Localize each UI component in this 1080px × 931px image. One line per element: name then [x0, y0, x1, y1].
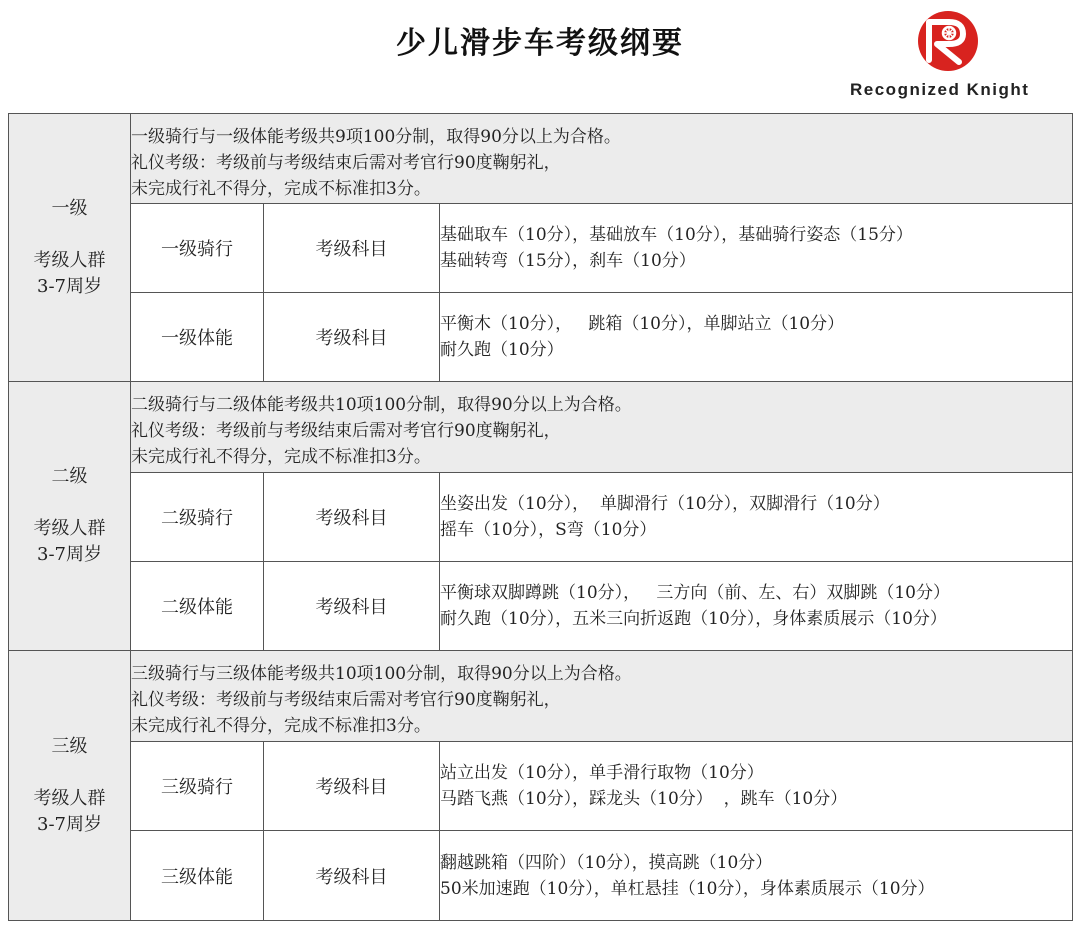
age-range: 3-7周岁	[37, 813, 102, 835]
level-cell	[9, 651, 131, 921]
level-cell	[9, 114, 131, 382]
item-line: 耐久跑（10分）	[440, 340, 564, 360]
table-row	[9, 742, 1073, 831]
summary-line: 未完成行礼不得分，完成不标准扣3分。	[131, 178, 431, 199]
table-row	[9, 473, 1073, 562]
group-label: 考级人群	[33, 249, 106, 271]
level-name: 二级	[51, 466, 88, 487]
item-line: 平衡球双脚蹲跳（10分）， 三方向（前、左、右）双脚跳（10分）	[440, 583, 950, 603]
level-summary	[131, 114, 1073, 204]
level-name: 一级	[51, 197, 88, 219]
table-row	[9, 293, 1073, 382]
subject-cell: 考级科目	[264, 831, 440, 921]
item-line: 耐久跑（10分），五米三向折返跑（10分），身体素质展示（10分）	[440, 609, 947, 629]
items-cell	[440, 204, 1073, 293]
item-line: 平衡木（10分）， 跳箱（10分），单脚站立（10分）	[440, 314, 845, 334]
item-line: 翻越跳箱（四阶）（10分），摸高跳（10分）	[440, 852, 773, 873]
summary-line: 未完成行礼不得分，完成不标准扣3分。	[131, 447, 431, 467]
items-cell	[440, 293, 1073, 382]
items-cell	[440, 831, 1073, 921]
subject-cell: 考级科目	[264, 473, 440, 562]
item-line: 马踏飞燕（10分），踩龙头（10分） ，跳车（10分）	[440, 789, 848, 809]
subject-cell: 考级科目	[264, 204, 440, 293]
table-row	[9, 204, 1073, 293]
summary-line: 一级骑行与一级体能考级共9项100分制，取得90分以上为合格。	[131, 126, 621, 147]
item-line: 站立出发（10分），单手滑行取物（10分）	[440, 763, 764, 783]
recognized-knight-logo-icon	[915, 8, 981, 74]
summary-line: 礼仪考级：考级前与考级结束后需对考官行90度鞠躬礼，	[131, 421, 561, 441]
age-range: 3-7周岁	[37, 544, 102, 565]
category-cell: 一级骑行	[131, 204, 264, 293]
items-cell	[440, 473, 1073, 562]
age-range: 3-7周岁	[37, 275, 102, 297]
summary-line: 二级骑行与二级体能考级共10项100分制，取得90分以上为合格。	[131, 395, 632, 415]
level-summary	[131, 382, 1073, 473]
level-cell	[9, 382, 131, 651]
level-summary	[131, 651, 1073, 742]
subject-cell: 考级科目	[264, 293, 440, 382]
table-row	[9, 562, 1073, 651]
category-cell: 三级骑行	[131, 742, 264, 831]
subject-cell: 考级科目	[264, 562, 440, 651]
group-label: 考级人群	[33, 518, 106, 539]
category-cell: 二级体能	[131, 562, 264, 651]
brand-name: Recognized Knight	[850, 80, 1030, 99]
category-cell: 三级体能	[131, 831, 264, 921]
item-line: 摇车（10分），S弯（10分）	[440, 520, 657, 540]
summary-line: 未完成行礼不得分，完成不标准扣3分。	[131, 716, 431, 736]
summary-line: 礼仪考级：考级前与考级结束后需对考官行90度鞠躬礼，	[131, 152, 561, 173]
exam-table	[8, 113, 1073, 921]
item-line: 坐姿出发（10分）， 单脚滑行（10分），双脚滑行（10分）	[440, 494, 890, 514]
page-title: 少儿滑步车考级纲要	[396, 26, 684, 61]
item-line: 基础转弯（15分），刹车（10分）	[440, 251, 696, 271]
subject-cell: 考级科目	[264, 742, 440, 831]
group-label: 考级人群	[33, 787, 106, 809]
level-name: 三级	[51, 735, 88, 757]
items-cell	[440, 562, 1073, 651]
summary-line: 三级骑行与三级体能考级共10项100分制，取得90分以上为合格。	[131, 664, 632, 684]
category-cell: 一级体能	[131, 293, 264, 382]
items-cell	[440, 742, 1073, 831]
summary-line: 礼仪考级：考级前与考级结束后需对考官行90度鞠躬礼，	[131, 690, 561, 710]
item-line: 50米加速跑（10分），单杠悬挂（10分），身体素质展示（10分）	[440, 878, 935, 899]
table-row	[9, 831, 1073, 921]
category-cell: 二级骑行	[131, 473, 264, 562]
item-line: 基础取车（10分），基础放车（10分），基础骑行姿态（15分）	[440, 225, 913, 245]
